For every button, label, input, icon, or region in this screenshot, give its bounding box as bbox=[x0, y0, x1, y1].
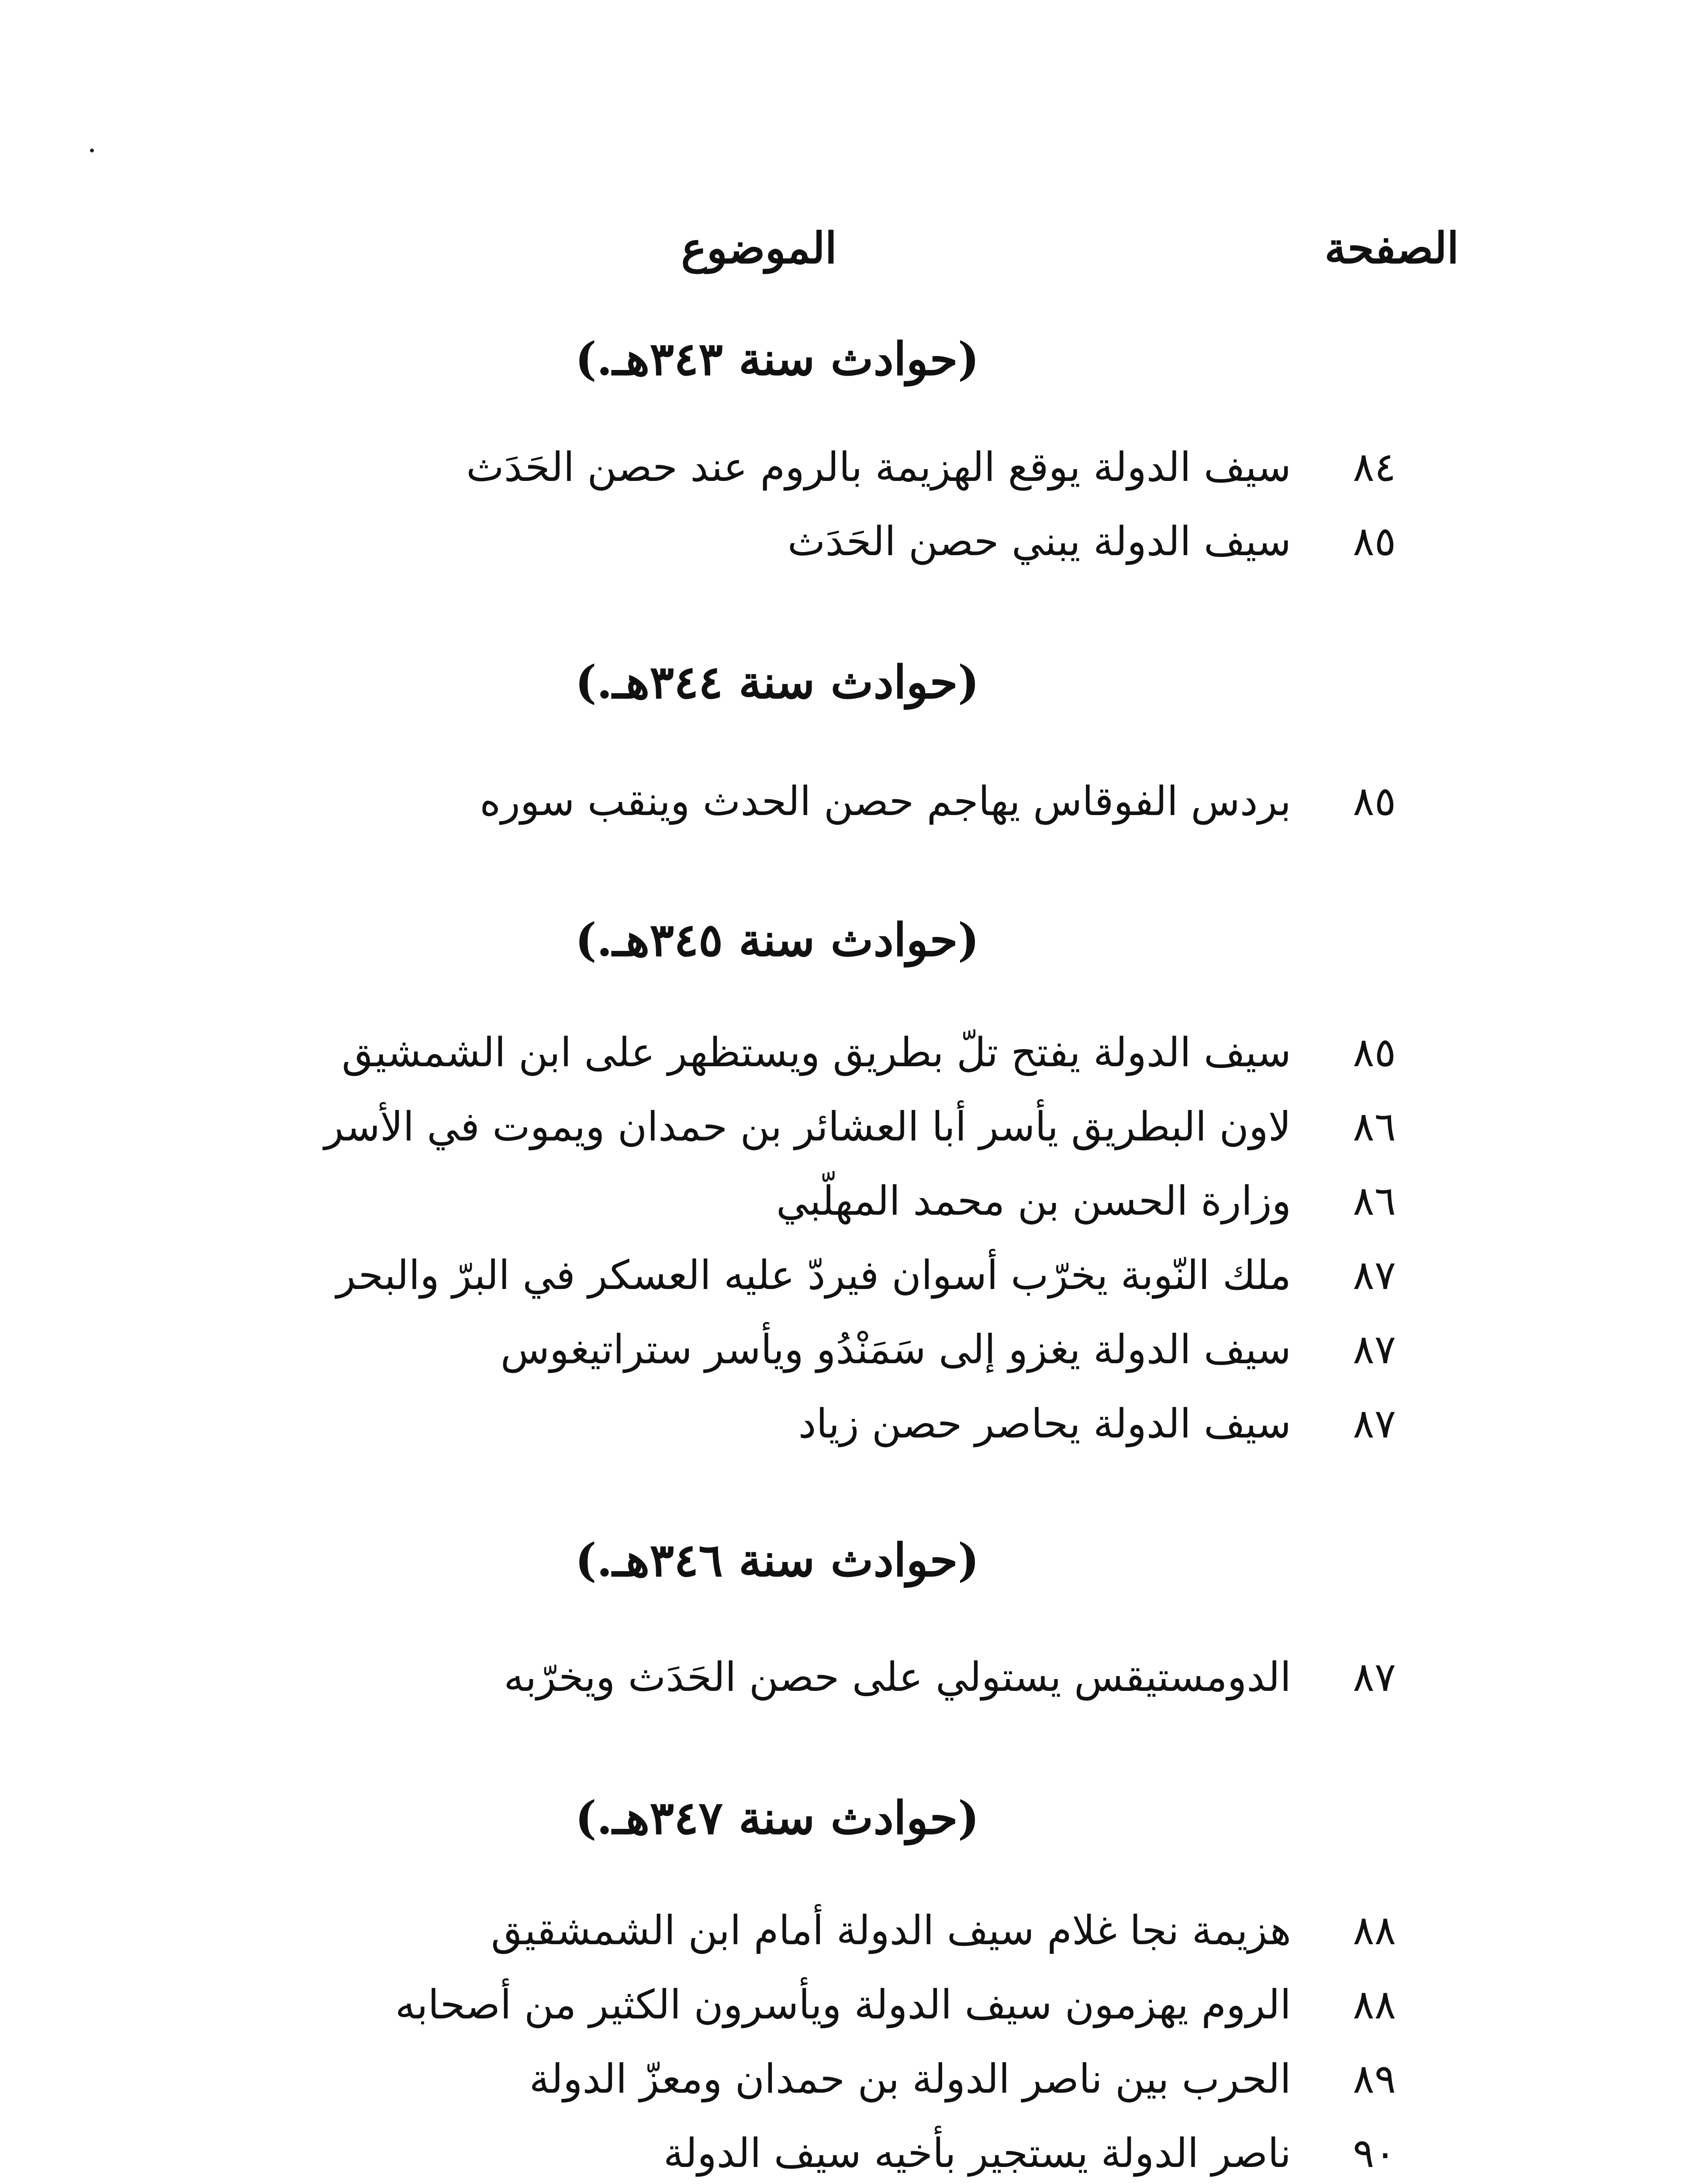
scan-speck bbox=[90, 149, 94, 152]
toc-entry bbox=[342, 1018, 1396, 1088]
toc-entry bbox=[798, 1389, 1396, 1459]
entry-page-number: ٨٩ bbox=[1353, 2055, 1396, 2102]
entry-topic: الدومستيقس يستولي على حصن الحَدَث ويخرّبه bbox=[504, 1653, 1291, 1700]
entry-topic: سيف الدولة يحاصر حصن زياد bbox=[798, 1400, 1291, 1447]
year-heading: (حوادث سنة ٣٤٣هـ.) bbox=[575, 332, 979, 386]
toc-entry bbox=[504, 1642, 1396, 1712]
toc-entry bbox=[466, 432, 1396, 502]
entry-page-number: ٨٤ bbox=[1353, 443, 1396, 491]
entry-topic: الحرب بين ناصر الدولة بن حمدان ومعزّ الدولة bbox=[529, 2055, 1291, 2102]
entry-page-number: ٨٧ bbox=[1353, 1251, 1396, 1299]
entry-page-number: ٨٧ bbox=[1353, 1326, 1396, 1373]
entry-topic: سيف الدولة يبني حصن الحَدَث bbox=[787, 518, 1291, 565]
toc-entry bbox=[776, 1166, 1396, 1236]
toc-entry bbox=[663, 2118, 1396, 2184]
entry-page-number: ٨٧ bbox=[1353, 1653, 1396, 1700]
entry-page-number: ٩٠ bbox=[1353, 2129, 1396, 2177]
entry-page-number: ٨٦ bbox=[1353, 1103, 1396, 1150]
entry-topic: سيف الدولة يفتح تلّ بطريق ويستظهر على ابن الشمشيق bbox=[342, 1029, 1291, 1076]
topic-column-header: الموضوع bbox=[681, 223, 837, 273]
year-heading: (حوادث سنة ٣٤٥هـ.) bbox=[575, 913, 979, 967]
entry-page-number: ٨٧ bbox=[1353, 1400, 1396, 1447]
entry-page-number: ٨٨ bbox=[1353, 1907, 1396, 1954]
entry-topic: الروم يهزمون سيف الدولة ويأسرون الكثير من أصحابه bbox=[395, 1981, 1291, 2028]
toc-entry bbox=[324, 1092, 1396, 1162]
entry-topic: سيف الدولة يوقع الهزيمة بالروم عند حصن الحَدَث bbox=[466, 443, 1291, 491]
toc-entry bbox=[501, 1315, 1396, 1385]
entry-page-number: ٨٨ bbox=[1353, 1981, 1396, 2028]
entry-page-number: ٨٥ bbox=[1353, 518, 1396, 565]
year-heading: (حوادث سنة ٣٤٦هـ.) bbox=[575, 1533, 979, 1587]
entry-topic: ملك النّوبة يخرّب أسوان فيردّ عليه العسكر في البرّ والبحر bbox=[336, 1251, 1291, 1299]
toc-entry bbox=[788, 507, 1396, 577]
entry-page-number: ٨٦ bbox=[1353, 1177, 1396, 1224]
toc-entry bbox=[491, 1896, 1396, 1966]
entry-topic: ناصر الدولة يستجير بأخيه سيف الدولة bbox=[663, 2129, 1291, 2177]
entry-topic: بردس الفوقاس يهاجم حصن الحدث وينقب سوره bbox=[480, 778, 1291, 825]
entry-topic: وزارة الحسن بن محمد المهلّبي bbox=[776, 1177, 1291, 1224]
page-column-header: الصفحة bbox=[1324, 223, 1459, 273]
toc-entry bbox=[395, 1970, 1396, 2040]
toc-entry bbox=[480, 767, 1396, 836]
entry-topic: لاون البطريق يأسر أبا العشائر بن حمدان ويموت في الأسر bbox=[324, 1103, 1291, 1150]
entry-page-number: ٨٥ bbox=[1353, 778, 1396, 825]
year-heading: (حوادث سنة ٣٤٤هـ.) bbox=[575, 655, 979, 709]
entry-topic: هزيمة نجا غلام سيف الدولة أمام ابن الشمشقيق bbox=[491, 1907, 1291, 1954]
year-heading: (حوادث سنة ٣٤٧هـ.) bbox=[575, 1791, 979, 1845]
entry-topic: سيف الدولة يغزو إلى سَمَنْدُو ويأسر ستراتيغوس bbox=[500, 1326, 1291, 1373]
entry-page-number: ٨٥ bbox=[1353, 1029, 1396, 1076]
toc-entry bbox=[336, 1241, 1396, 1310]
toc-entry bbox=[529, 2044, 1396, 2114]
